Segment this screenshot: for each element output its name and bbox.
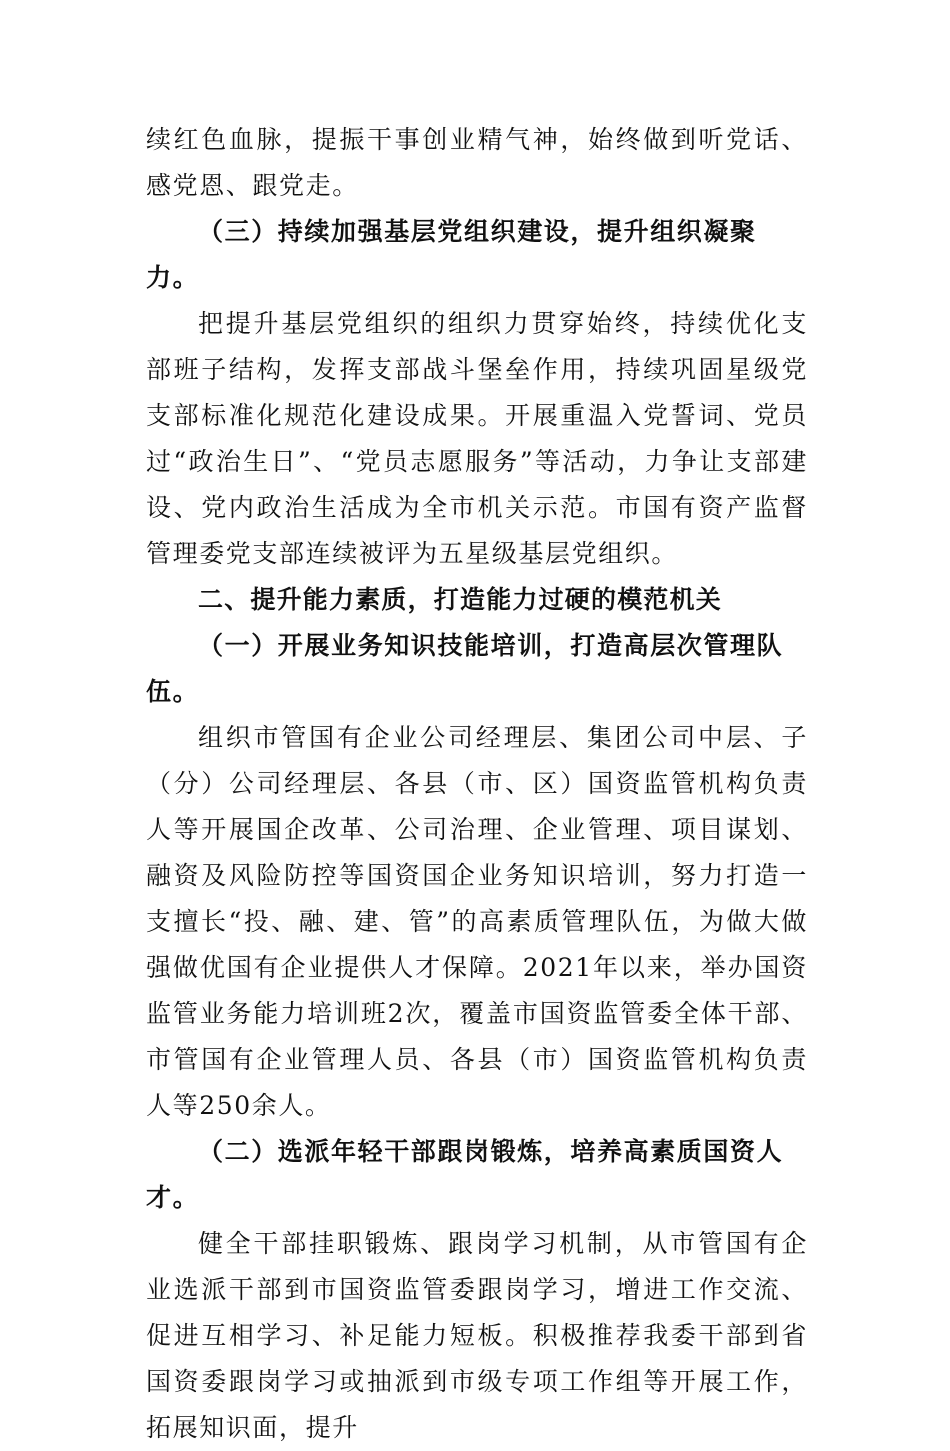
body-paragraph: 组织市管国有企业公司经理层、集团公司中层、子（分）公司经理层、各县（市、区）国资监管机构负责人等开展国企改革、公司治理、企业管理、项目谋划、融资及风险防控等国资国企业务知识培训，努力打造一支擅长“投、融、建、管”的高素质管理队伍，为做大做强做优国有企业提供人才保障。2021年以来，举办国资监管业务能力培训班2次，覆盖市国资监管委全体干部、市管国有企业管理人员、各县（市）国资监管机构负责人等250余人。 <box>146 723 808 1120</box>
section-heading-2: 二、提升能力素质，打造能力过硬的模范机关 <box>198 585 723 614</box>
body-paragraph: 健全干部挂职锻炼、跟岗学习机制，从市管国有企业选派干部到市国资监管委跟岗学习，增进工作交流、促进互相学习、补足能力短板。积极推荐我委干部到省国资委跟岗学习或抽派到市级专项工作组等开展工作，拓展知识面，提升 <box>146 1229 808 1442</box>
body-paragraph: 把提升基层党组织的组织力贯穿始终，持续优化支部班子结构，发挥支部战斗堡垒作用，持续巩固星级党支部标准化规范化建设成果。开展重温入党誓词、党员过“政治生日”、“党员志愿服务”等活动，力争让支部建设、党内政治生活成为全市机关示范。市国有资产监督管理委党支部连续被评为五星级基层党组织。 <box>146 309 808 568</box>
subheading-section-2-1: （一）开展业务知识技能培训，打造高层次管理队伍。 <box>146 631 784 706</box>
subheading-section-2-2: （二）选派年轻干部跟岗锻炼，培养高素质国资人才。 <box>146 1137 784 1212</box>
subheading-section-1-3: （三）持续加强基层党组织建设，提升组织凝聚力。 <box>146 217 757 292</box>
document-body <box>146 117 808 1451</box>
body-paragraph-continued: 续红色血脉，提振干事创业精气神，始终做到听党话、感党恩、跟党走。 <box>146 125 808 200</box>
